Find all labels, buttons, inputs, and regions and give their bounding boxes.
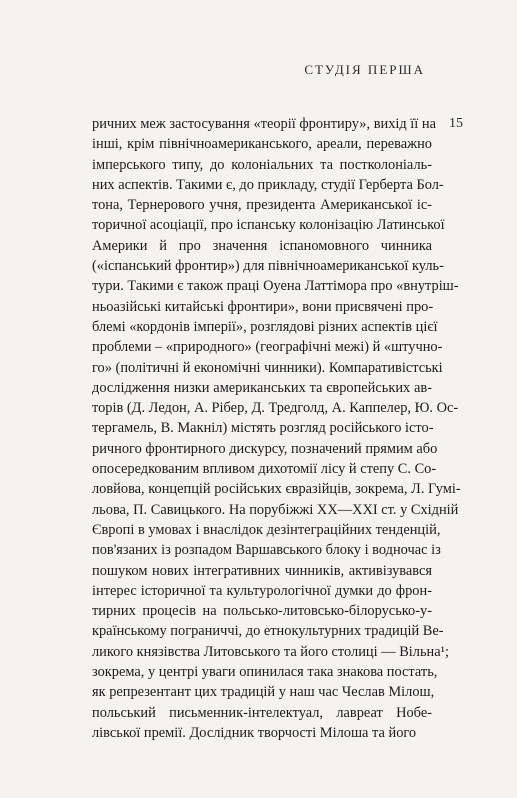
text-line: тона, Тернерового учня, президента Американської іс- [92,197,432,214]
text-line: ловйова, концепцій російських євразійців, зокрема, Л. Гумі- [92,481,461,498]
text-line: тури. Такими є також праці Оуена Латтімора про «внутріш- [92,278,459,295]
text-line: блемі «кордонів імперії», розглядові різних аспектів цієї [92,318,438,335]
text-line: торів (Д. Ледон, А. Рібер, Д. Тредголд, А. Каппелер, Ю. Ос- [92,400,459,417]
text-line: ликого князівства Литовського та його столиці — Вільна¹; [92,643,449,660]
text-line: країнському пограниччі, до етнокультурних традицій Ве- [92,623,444,640]
text-line: ричного фронтирного дискурсу, позначений прямим або [92,440,438,457]
text-line: ньоазійські китайські фронтири», вони присвячені про- [92,298,434,315]
text-line: імперського типу, до колоніальних та постколоніаль- [92,156,432,173]
text-line: інтерес історичної та культурологічної думки до фрон- [92,582,432,599]
text-line: («іспанський фронтир») для північноамериканської куль- [92,258,444,275]
page-number: 15 [449,116,463,131]
text-line: опосередкованим впливом дихотомії лісу й степу С. Со- [92,461,437,478]
text-line: проблеми – «природного» (географічні межі) й «штучно- [92,339,443,356]
running-title: СТУДІЯ ПЕРША [304,62,425,77]
text-line: льова, П. Савицького. На порубіжжі XX—XXI ст. у Східній [92,501,459,518]
text-line: тергамель, В. Макніл) містять розгляд російського істо- [92,420,434,437]
text-line: пошуком нових інтегративних чинників, активізувався [92,562,432,579]
text-line: тирних процесів на польсько-литовсько-білорусько-у- [92,603,432,620]
text-line: торичної асоціації, про іспанську колонізацію Латинської [92,217,445,234]
text-line: ричних меж застосування «теорії фронтиру», вихід її на [92,116,436,132]
text-line: Європі в умовах і внаслідок дезінтеграційних тенденцій, [92,521,441,538]
text-line: го» (політичні й економічні чинники). Компаративістські [92,359,443,376]
text-line: польський письменник-інтелектуал, лавреат Нобе- [92,704,432,721]
text-line: них аспектів. Такими є, до прикладу, студії Герберта Бол- [92,176,444,193]
text-line: зокрема, у центрі уваги опинилася така знакова постать, [92,664,438,681]
text-line: інші, крім північноамериканського, ареали, переважно [92,136,432,153]
text-line: Америки й про значення іспаномовного чинника [92,237,432,254]
text-line: лівської премії. Дослідник творчості Мілоша та його [92,724,417,741]
text-line: пов'язаних із розпадом Варшавського блоку і водночас із [92,542,441,559]
text-line: дослідження низки американських та європейських ав- [92,379,432,396]
text-line: як репрезентант цих традицій у наш час Чеслав Мілош, [92,684,435,701]
